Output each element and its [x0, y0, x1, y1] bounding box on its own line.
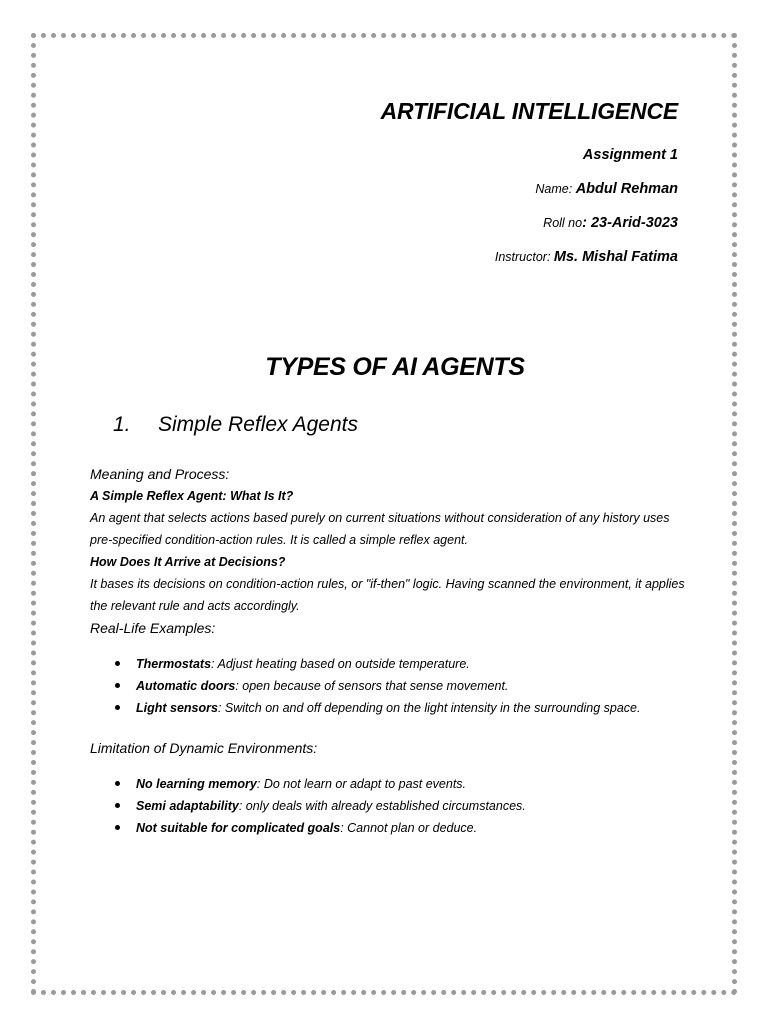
document-title: ARTIFICIAL INTELLIGENCE	[380, 98, 678, 124]
examples-list	[90, 653, 690, 719]
limitation-heading: Limitation of Dynamic Environments:	[90, 740, 318, 756]
list-item-text: : Switch on and off depending on the light intensity in the surrounding space.	[217, 701, 641, 715]
instructor-value: Ms. Mishal Fatima	[553, 249, 678, 265]
list-item	[90, 817, 690, 839]
name-line	[381, 172, 678, 206]
meaning-heading: Meaning and Process:	[90, 466, 230, 482]
section-heading	[113, 410, 358, 440]
list-item-term: No learning memory	[136, 777, 257, 791]
list-item-term: Light sensors	[136, 701, 218, 715]
list-item-term: Thermostats	[136, 657, 212, 671]
question-decisions: How Does It Arrive at Decisions?	[90, 555, 286, 569]
limitations-list	[90, 773, 690, 839]
list-item-term: Automatic doors	[136, 679, 236, 693]
section-number: 1.	[113, 413, 131, 436]
list-item-term: Semi adaptability	[136, 799, 239, 813]
list-item-text: : Adjust heating based on outside temperature.	[211, 657, 470, 671]
list-item	[90, 653, 690, 675]
list-item-text: : Cannot plan or deduce.	[340, 821, 478, 835]
document-header	[381, 96, 678, 274]
instructor-label: Instructor:	[494, 250, 554, 264]
answer-what-is-it: An agent that selects actions based purely on current situations without consideration of any history uses pre-specified condition-action rules. It is called a simple reflex agent.	[90, 511, 670, 547]
roll-line	[381, 206, 678, 240]
name-label: Name:	[535, 182, 576, 196]
assignment-label: Assignment 1	[582, 147, 678, 163]
examples-heading: Real-Life Examples:	[90, 620, 216, 636]
list-item	[90, 795, 690, 817]
list-item	[90, 675, 690, 697]
list-item	[90, 773, 690, 795]
assignment-line	[381, 138, 678, 172]
list-item-text: : only deals with already established circumstances.	[238, 799, 526, 813]
list-item-term: Not suitable for complicated goals	[136, 821, 341, 835]
roll-label: Roll no	[543, 216, 583, 230]
document-body	[90, 463, 690, 839]
name-value: Abdul Rehman	[575, 181, 678, 197]
list-item-text: : Do not learn or adapt to past events.	[256, 777, 467, 791]
main-heading: TYPES OF AI AGENTS	[265, 353, 525, 381]
list-item-text: : open because of sensors that sense movement.	[235, 679, 509, 693]
roll-value: : 23-Arid-3023	[582, 215, 678, 231]
list-item	[90, 697, 690, 719]
section-title: Simple Reflex Agents	[158, 413, 358, 436]
question-what-is-it: A Simple Reflex Agent: What Is It?	[90, 489, 294, 503]
instructor-line	[381, 240, 678, 274]
answer-decisions: It bases its decisions on condition-action rules, or "if-then" logic. Having scanned the environment, it applies the relevant rule and acts accordingly.	[90, 577, 685, 613]
